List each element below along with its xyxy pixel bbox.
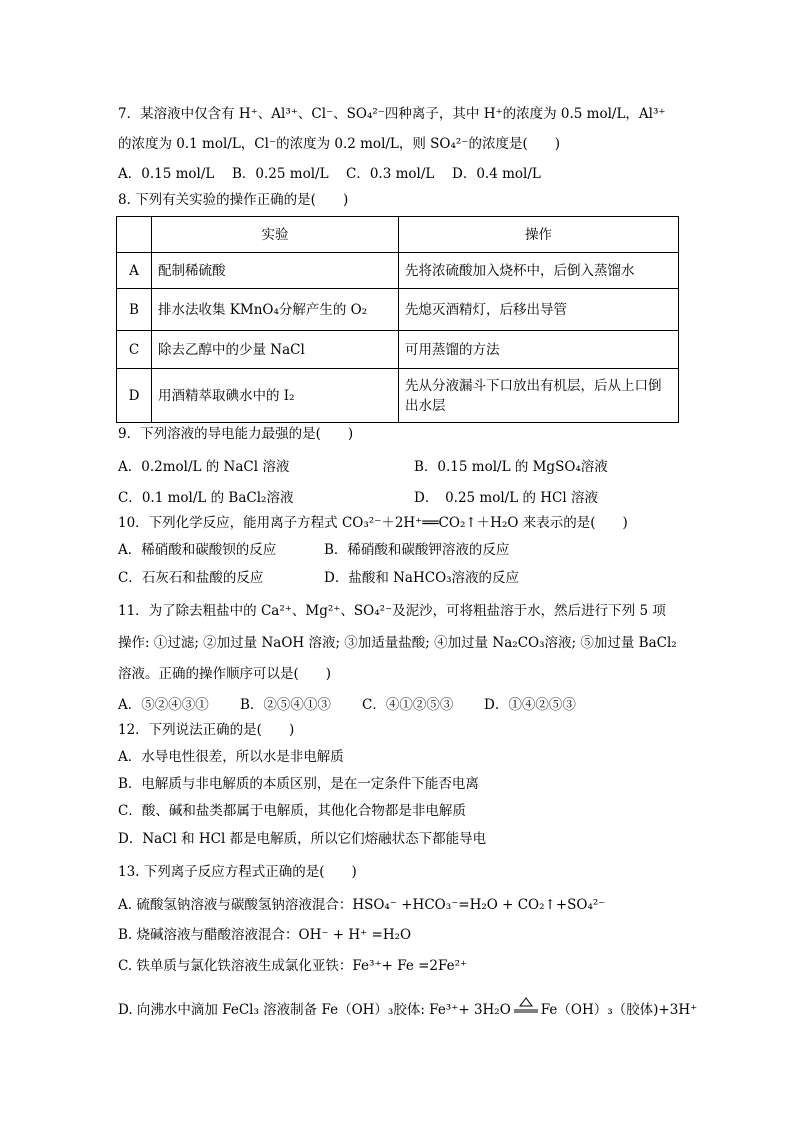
table-row [117,289,679,331]
q10-stem: 10．下列化学反应，能用离子方程式 CO₃²⁻＋2H⁺══CO₂↑＋H₂O 来表示的是( ) [118,515,628,531]
row-letter: D [117,369,152,423]
row-letter: C [117,331,152,369]
row-operation: 先熄灭酒精灯，后移出导管 [399,289,679,331]
q7-line1: 7．某溶液中仅含有 H⁺、Al³⁺、Cl⁻、SO₄²⁻四种离子，其中 H⁺的浓度为 0.5 mol/L，Al³⁺ [118,106,666,122]
row-letter: B [117,289,152,331]
q12-option-b: B．电解质与非电解质的本质区别，是在一定条件下能否电离 [118,776,479,792]
q10-option-d: D．盐酸和 NaHCO₃溶液的反应 [324,570,520,586]
q11-line2: 操作: ①过滤; ②加过量 NaOH 溶液; ③加适量盐酸; ④加过量 Na₂CO₃溶液; ⑤加过量 BaCl₂ [118,635,677,651]
q7-option-c: C．0.3 mol/L [346,166,435,182]
q7-option-a: A．0.15 mol/L [118,166,215,182]
row-letter: A [117,253,152,289]
q12-option-c: C．酸、碱和盐类都属于电解质，其他化合物都是非电解质 [118,803,466,819]
q11-option-b: B．②⑤④①③ [240,697,331,713]
header-operation: 操作 [399,217,679,253]
table-row [117,253,679,289]
q9-option-b: B．0.15 mol/L 的 MgSO₄溶液 [414,459,608,475]
q13-option-c: C. 铁单质与氯化铁溶液生成氯化亚铁：Fe³⁺+ Fe =2Fe²⁺ [118,958,468,974]
row-operation-line1: 先从分液漏斗下口放出有机层，后从上口倒 [405,377,662,394]
q13-option-a: A. 硫酸氢钠溶液与碳酸氢钠溶液混合：HSO₄⁻ +HCO₃⁻=H₂O + CO₂↑+SO₄²⁻ [118,897,606,913]
q11-option-d: D．①④②⑤③ [484,697,576,713]
q10-option-c: C．石灰石和盐酸的反应 [118,570,264,586]
header-experiment: 实验 [152,217,399,253]
q12-option-d: D．NaCl 和 HCl 都是电解质，所以它们熔融状态下都能导电 [118,831,487,847]
heat-condition-icon [513,996,539,1016]
q11-line1: 11．为了除去粗盐中的 Ca²⁺、Mg²⁺、SO₄²⁻及泥沙，可将粗盐溶于水，然后进行下列 5 项 [118,603,666,619]
header-empty-cell [117,217,152,253]
row-experiment: 配制稀硫酸 [152,253,399,289]
row-operation-line2: 出水层 [405,397,446,414]
q7-option-b: B．0.25 mol/L [232,166,329,182]
q9-option-d: D． 0.25 mol/L 的 HCl 溶液 [414,490,598,506]
table-header-row [117,217,679,253]
q13-stem: 13. 下列离子反应方程式正确的是( ) [118,864,357,880]
q12-stem: 12．下列说法正确的是( ) [118,722,295,738]
q8-stem: 8. 下列有关实验的操作正确的是( ) [118,192,349,208]
q9-stem: 9．下列溶液的导电能力最强的是( ) [118,426,354,442]
table-row [117,331,679,369]
q13-option-d [118,996,697,1020]
row-experiment: 排水法收集 KMnO₄分解产生的 O₂ [152,289,399,331]
row-operation [399,369,679,423]
table-row [117,369,679,423]
q13-option-b: B. 烧碱溶液与醋酸溶液混合：OH⁻ + H⁺ =H₂O [118,927,412,943]
q11-line3: 溶液。正确的操作顺序可以是( ) [118,666,332,682]
q11-option-a: A．⑤②④③① [118,697,209,713]
row-operation: 先将浓硫酸加入烧杯中，后倒入蒸馏水 [399,253,679,289]
q12-option-a: A．水导电性很差，所以水是非电解质 [118,749,344,765]
row-operation: 可用蒸馏的方法 [399,331,679,369]
q11-option-c: C．④①②⑤③ [362,697,454,713]
q9-option-c: C．0.1 mol/L 的 BaCl₂溶液 [118,490,294,506]
q7-line2: 的浓度为 0.1 mol/L，Cl⁻的浓度为 0.2 mol/L，则 SO₄²⁻的浓度是( ) [118,136,560,152]
q13-option-d-right: Fe（OH）₃（胶体)+3H⁺ [540,1002,698,1018]
q9-option-a: A．0.2mol/L 的 NaCl 溶液 [118,459,290,475]
row-experiment: 除去乙醇中的少量 NaCl [152,331,399,369]
row-experiment: 用酒精萃取碘水中的 I₂ [152,369,399,423]
q8-experiment-table [116,216,679,423]
q10-option-a: A．稀硝酸和碳酸钡的反应 [118,542,277,558]
q7-option-d: D．0.4 mol/L [452,166,541,182]
q13-option-d-left: D. 向沸水中滴加 FeCl₃ 溶液制备 Fe（OH）₃胶体: Fe³⁺+ 3H₂O [118,1002,511,1018]
q10-option-b: B．稀硝酸和碳酸钾溶液的反应 [324,542,510,558]
